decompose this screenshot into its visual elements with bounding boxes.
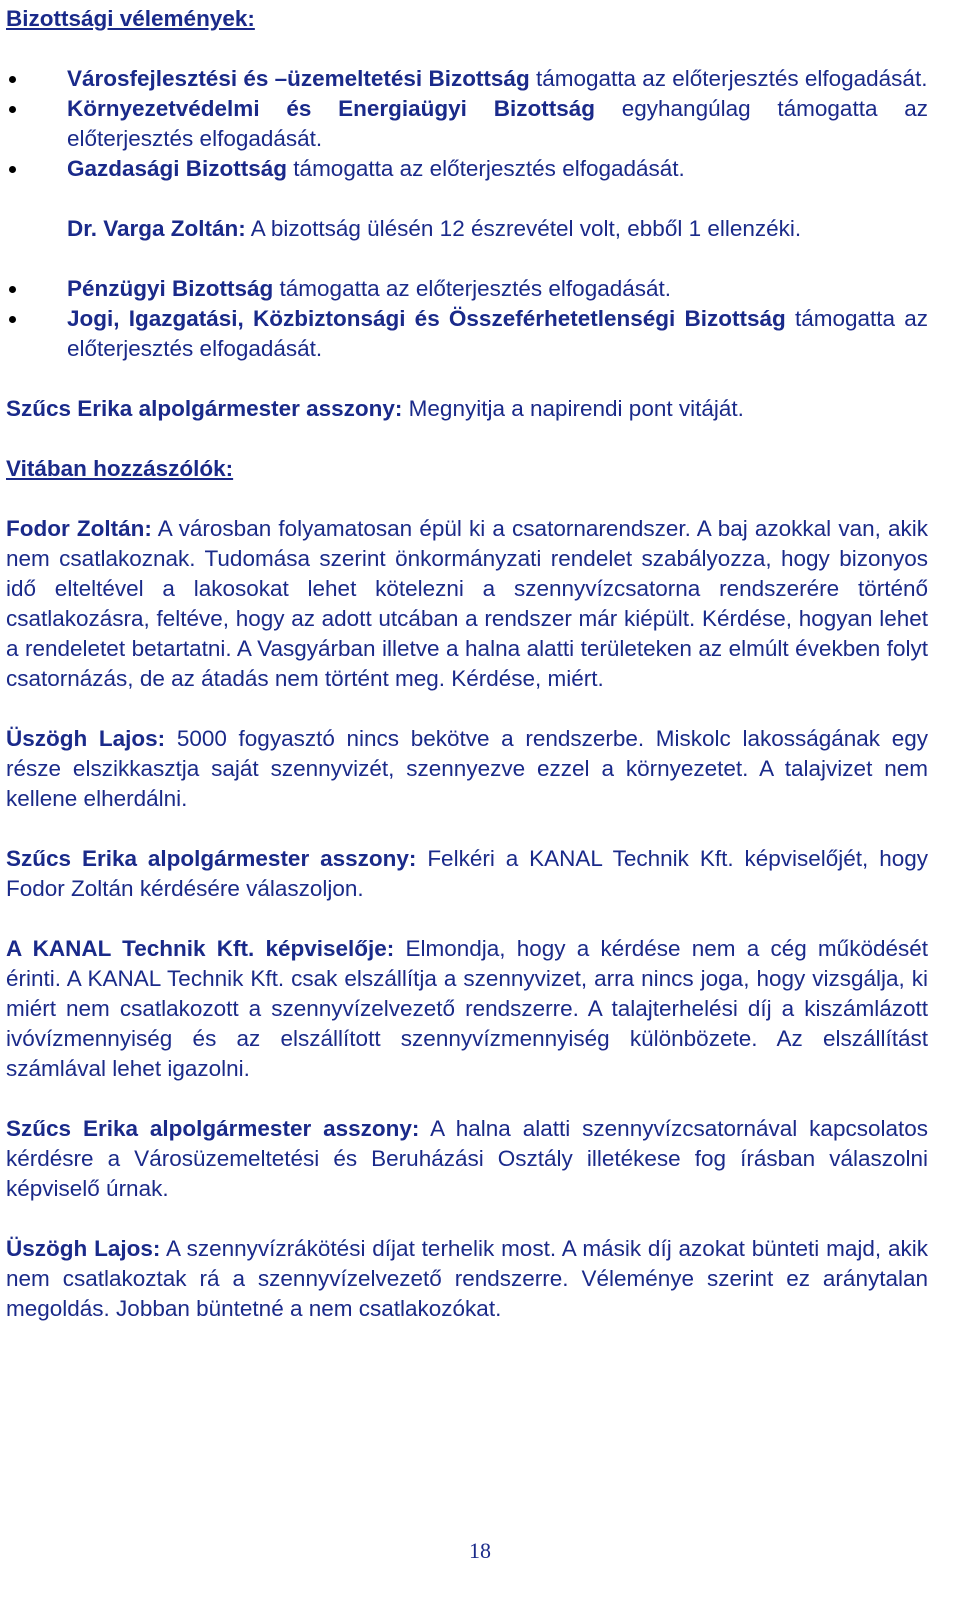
heading-committee-opinions: Bizottsági vélemények: xyxy=(6,6,255,31)
szucs-paragraph-3 xyxy=(6,1114,928,1204)
speaker-text: A bizottság ülésén 12 észrevétel volt, ebből 1 ellenzéki. xyxy=(245,216,802,241)
bullet-icon xyxy=(9,166,16,173)
speaker-name: Üszögh Lajos: xyxy=(6,1236,161,1261)
committee-list-1 xyxy=(6,64,928,184)
list-item xyxy=(6,304,928,364)
page-number: 18 xyxy=(469,1538,491,1563)
speaker-text: 5000 fogyasztó nincs bekötve a rendszerbe. Miskolc lakosságának egy része elszikkasztja saját szennyvizét, szennyezve ezzel a környezetet. A talajvizet nem kellene elherdálni. xyxy=(6,726,928,811)
kanal-paragraph xyxy=(6,934,928,1084)
list-item xyxy=(6,94,928,154)
speaker-text: Megnyitja a napirendi pont vitáját. xyxy=(402,396,744,421)
speaker-name: Szűcs Erika alpolgármester asszony: xyxy=(6,846,417,871)
list-item xyxy=(6,64,928,94)
committee-opinion: támogatta az előterjesztés elfogadását. xyxy=(67,306,928,361)
speaker-name: Fodor Zoltán: xyxy=(6,516,152,541)
committee-opinion: egyhangúlag támogatta az előterjesztés elfogadását. xyxy=(67,96,928,151)
committee-name: Jogi, Igazgatási, Közbiztonsági és Összeférhetetlenségi Bizottság xyxy=(67,306,786,331)
list-item xyxy=(6,154,928,184)
committee-name: Pénzügyi Bizottság xyxy=(67,276,274,301)
uszogh-paragraph-2 xyxy=(6,1234,928,1324)
speaker-text: A szennyvízrákötési díjat terhelik most. A másik díj azokat bünteti majd, akik nem csatlakoztak rá a szennyvízelvezető rendszerre. Véleménye szerint ez aránytalan megoldás. Jobban büntetné a nem csatlakozókat. xyxy=(6,1236,928,1321)
committee-name: Városfejlesztési és –üzemeltetési Bizottság xyxy=(67,66,530,91)
committee-opinion: támogatta az előterjesztés elfogadását. xyxy=(287,156,685,181)
speaker-text: Elmondja, hogy a kérdése nem a cég működését érinti. A KANAL Technik Kft. csak elszállítja a szennyvizet, arra nincs joga, hogy vizsgálja, ki miért nem csatlakozott a szennyvízelvezető rendszerre. A talajterhelési díj a kiszámlázott ivóvízmennyiség és az elszállított szennyvízmennyiség különbözete. Az elszállítást számlával lehet igazolni. xyxy=(6,936,928,1081)
document-page xyxy=(6,0,928,1324)
speaker-name: A KANAL Technik Kft. képviselője: xyxy=(6,936,395,961)
bullet-icon xyxy=(9,76,16,83)
bullet-icon xyxy=(9,286,16,293)
speaker-text: A városban folyamatosan épül ki a csatornarendszer. A baj azokkal van, akik nem csatlakoznak. Tudomása szerint önkormányzati rendelet szabályozza, hogy bizonyos idő elteltével a lakosokat lehet kötelezni a szennyvízcsatorna rendszerére történő csatlakozásra, feltéve, hogy az adott utcában a rendszer már kiépült. Kérdése, hogyan lehet a rendeletet betartatni. A Vasgyárban illetve a halna alatti területeken az elmúlt években folyt csatornázás, de az átadás nem történt meg. Kérdése, miért. xyxy=(6,516,928,691)
speaker-name: Üszögh Lajos: xyxy=(6,726,166,751)
speaker-name: Szűcs Erika alpolgármester asszony: xyxy=(6,396,403,421)
speaker-text: A halna alatti szennyvízcsatornával kapcsolatos kérdésre a Városüzemeltetési és Beruházási Osztály illetékese fog írásban válaszolni képviselő úrnak. xyxy=(6,1116,928,1201)
committee-opinion: támogatta az előterjesztés elfogadását. xyxy=(529,66,928,91)
speaker-text: Felkéri a KANAL Technik Kft. képviselőjét, hogy Fodor Zoltán kérdésére válaszoljon. xyxy=(6,846,929,901)
bullet-icon xyxy=(9,316,16,323)
bullet-icon xyxy=(9,106,16,113)
uszogh-paragraph-1 xyxy=(6,724,928,814)
committee-list-2 xyxy=(6,274,928,364)
speaker-name: Dr. Varga Zoltán: xyxy=(67,216,246,241)
committee-name: Gazdasági Bizottság xyxy=(67,156,288,181)
committee-opinion: támogatta az előterjesztés elfogadását. xyxy=(273,276,672,301)
speaker-name: Szűcs Erika alpolgármester asszony: xyxy=(6,1116,420,1141)
szucs-paragraph-2 xyxy=(6,844,928,904)
szucs-opening-paragraph xyxy=(6,394,928,424)
committee-name: Környezetvédelmi és Energiaügyi Bizottság xyxy=(67,96,595,121)
fodor-paragraph xyxy=(6,514,928,694)
list-item xyxy=(6,274,928,304)
varga-remark xyxy=(6,214,928,244)
heading-debate-speakers: Vitában hozzászólók: xyxy=(6,456,234,481)
